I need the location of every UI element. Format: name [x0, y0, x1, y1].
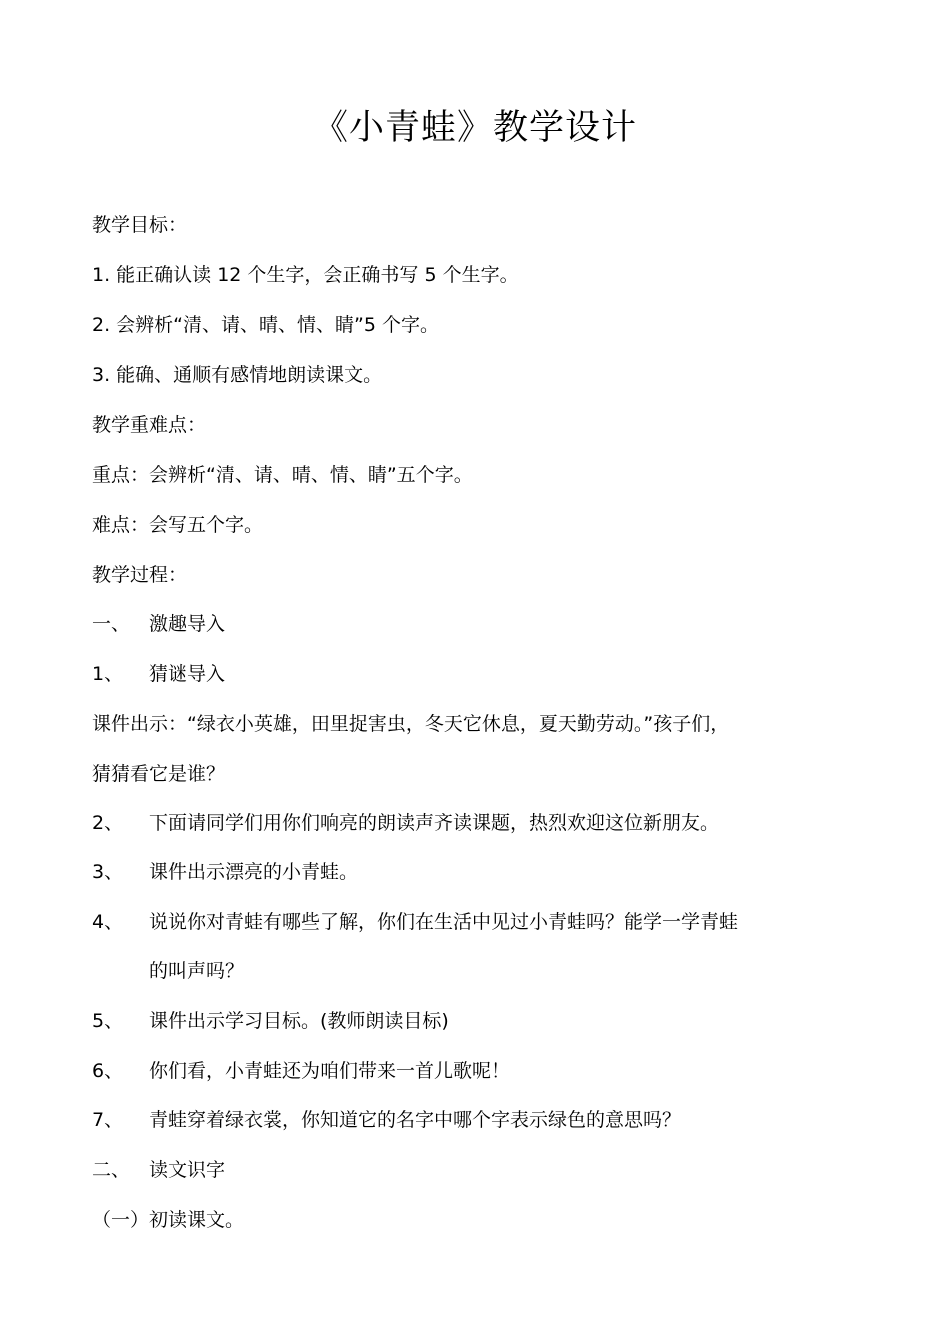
riddle-line-continued: 猜猜看它是谁？: [92, 763, 226, 785]
section-heading-objectives: 教学目标：: [92, 214, 188, 236]
list-number: 二、: [92, 1159, 131, 1181]
substep-4-continued: 的叫声吗？: [149, 960, 245, 982]
section-heading-process: 教学过程：: [92, 564, 188, 586]
list-number: 5、: [92, 1010, 124, 1032]
list-number: 一、: [92, 613, 131, 635]
objective-item-3: 3. 能确、通顺有感情地朗读课文。: [92, 364, 383, 386]
riddle-line: 课件出示：“绿衣小英雄，田里捉害虫，冬天它休息，夏天勤劳动。”孩子们，: [92, 713, 730, 735]
substep-5: 5、 课件出示学习目标。(教师朗读目标): [92, 1007, 449, 1035]
subsection-heading: （一）初读课文。: [92, 1209, 245, 1231]
substep-4: 4、 说说你对青蛙有哪些了解，你们在生活中见过小青蛙吗？能学一学青蛙: [92, 908, 738, 936]
difficult-point-line: 难点：会写五个字。: [92, 514, 264, 536]
section-heading-key-points: 教学重难点：: [92, 414, 207, 436]
objective-item-2: 2. 会辨析“清、请、晴、情、睛”5 个字。: [92, 314, 439, 336]
process-step-2: 二、 读文识字: [92, 1156, 225, 1184]
process-step-1: 一、 激趣导入: [92, 610, 225, 638]
substep-1: 1、 猜谜导入: [92, 660, 225, 688]
key-point-line: 重点：会辨析“清、请、晴、情、睛”五个字。: [92, 464, 473, 486]
document-title: 《小青蛙》教学设计: [312, 108, 637, 148]
list-number: 3、: [92, 861, 124, 883]
list-number: 7、: [92, 1109, 124, 1131]
list-number: 2、: [92, 812, 124, 834]
substep-3: 3、 课件出示漂亮的小青蛙。: [92, 858, 358, 886]
objective-item-1: 1. 能正确认读 12 个生字，会正确书写 5 个生字。: [92, 264, 519, 286]
list-number: 6、: [92, 1060, 124, 1082]
list-number: 1、: [92, 663, 124, 685]
substep-2: 2、 下面请同学们用你们响亮的朗读声齐读课题，热烈欢迎这位新朋友。: [92, 809, 719, 837]
substep-6: 6、 你们看，小青蛙还为咱们带来一首儿歌呢！: [92, 1057, 510, 1085]
list-number: 4、: [92, 911, 124, 933]
substep-7: 7、 青蛙穿着绿衣裳，你知道它的名字中哪个字表示绿色的意思吗？: [92, 1106, 681, 1134]
